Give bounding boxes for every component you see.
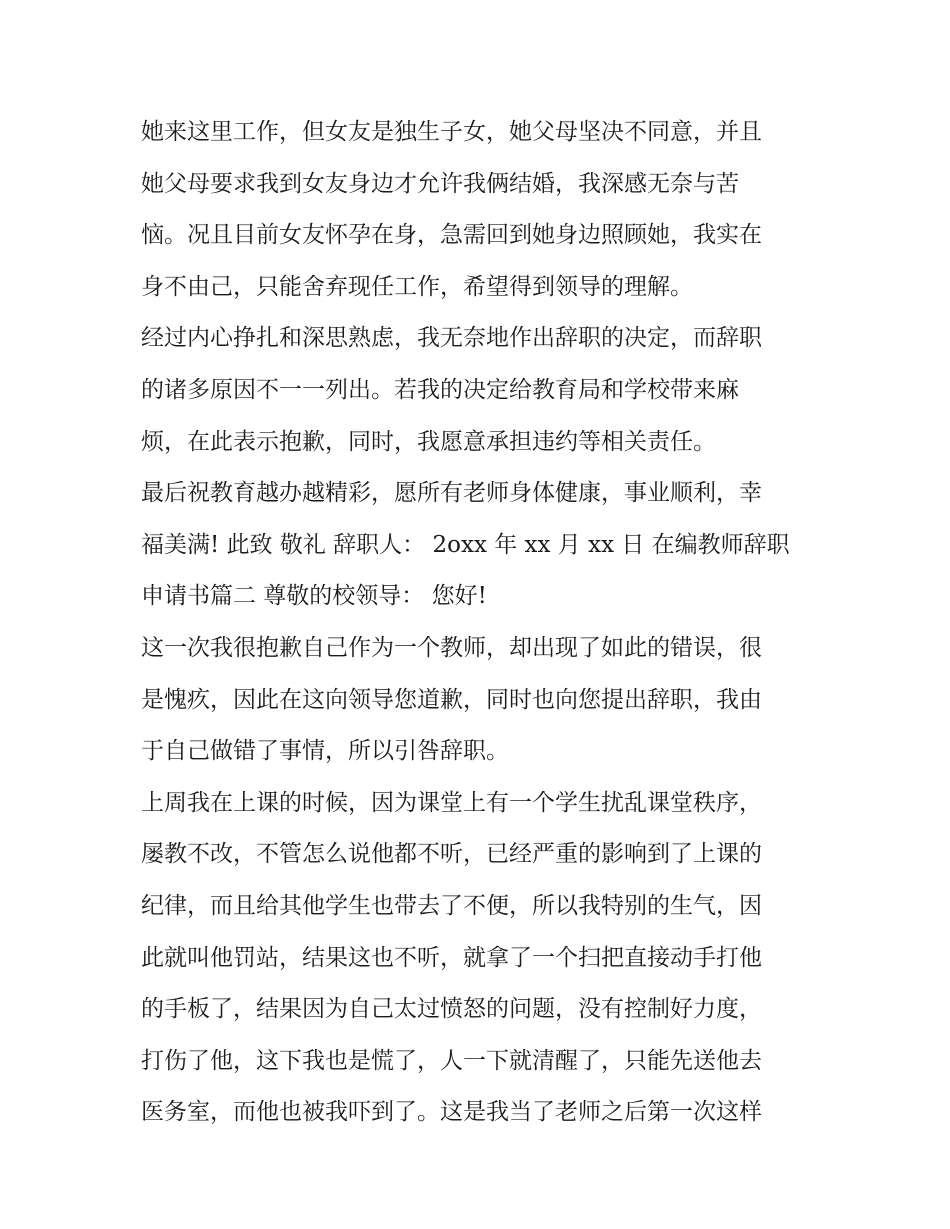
- text-line: 于自己做错了事情，所以引咎辞职。: [141, 738, 509, 765]
- text-line: 打伤了他，这下我也是慌了，人一下就清醒了，只能先送他去: [141, 1047, 762, 1074]
- text-line: 申请书篇二 尊敬的校领导： 您好!: [141, 583, 487, 610]
- text-line: 身不由己，只能舍弃现任工作，希望得到领导的理解。: [141, 273, 693, 300]
- text-line: 纪律，而且给其他学生也带去了不便，所以我特别的生气，因: [141, 892, 762, 919]
- text-line: 上周我在上课的时候，因为课堂上有一个学生扰乱课堂秩序，: [141, 789, 762, 816]
- text-line: 屡教不改，不管怎么说他都不听，已经严重的影响到了上课的: [141, 841, 762, 868]
- text-line: 恼。况且目前女友怀孕在身，急需回到她身边照顾她，我实在: [141, 222, 762, 249]
- text-line: 是愧疚，因此在这向领导您道歉，同时也向您提出辞职，我由: [141, 686, 762, 713]
- text-line: 经过内心挣扎和深思熟虑，我无奈地作出辞职的决定，而辞职: [141, 325, 762, 352]
- text-line: 的诸多原因不一一列出。若我的决定给教育局和学校带来麻: [141, 376, 739, 403]
- text-line: 这一次我很抱歉自己作为一个教师，却出现了如此的错误，很: [141, 634, 762, 661]
- text-line: 她来这里工作，但女友是独生子女，她父母坚决不同意，并且: [141, 119, 762, 145]
- text-line: 烦，在此表示抱歉，同时，我愿意承担违约等相关责任。: [141, 428, 716, 455]
- text-line: 的手板了，结果因为自己太过愤怒的问题，没有控制好力度，: [141, 996, 762, 1023]
- text-line: 此就叫他罚站，结果这也不听，就拿了一个扫把直接动手打他: [141, 944, 762, 971]
- text-line: 医务室，而他也被我吓到了。这是我当了老师之后第一次这样: [141, 1099, 762, 1126]
- text-line: 福美满! 此致 敬礼 辞职人： 2oxx 年 xx 月 xx 日 在编教师辞职: [141, 531, 790, 558]
- text-line: 最后祝教育越办越精彩，愿所有老师身体健康，事业顺利，幸: [141, 480, 762, 507]
- text-line: 她父母要求我到女友身边才允许我俩结婚，我深感无奈与苦: [141, 170, 739, 197]
- document-body: [141, 107, 816, 1139]
